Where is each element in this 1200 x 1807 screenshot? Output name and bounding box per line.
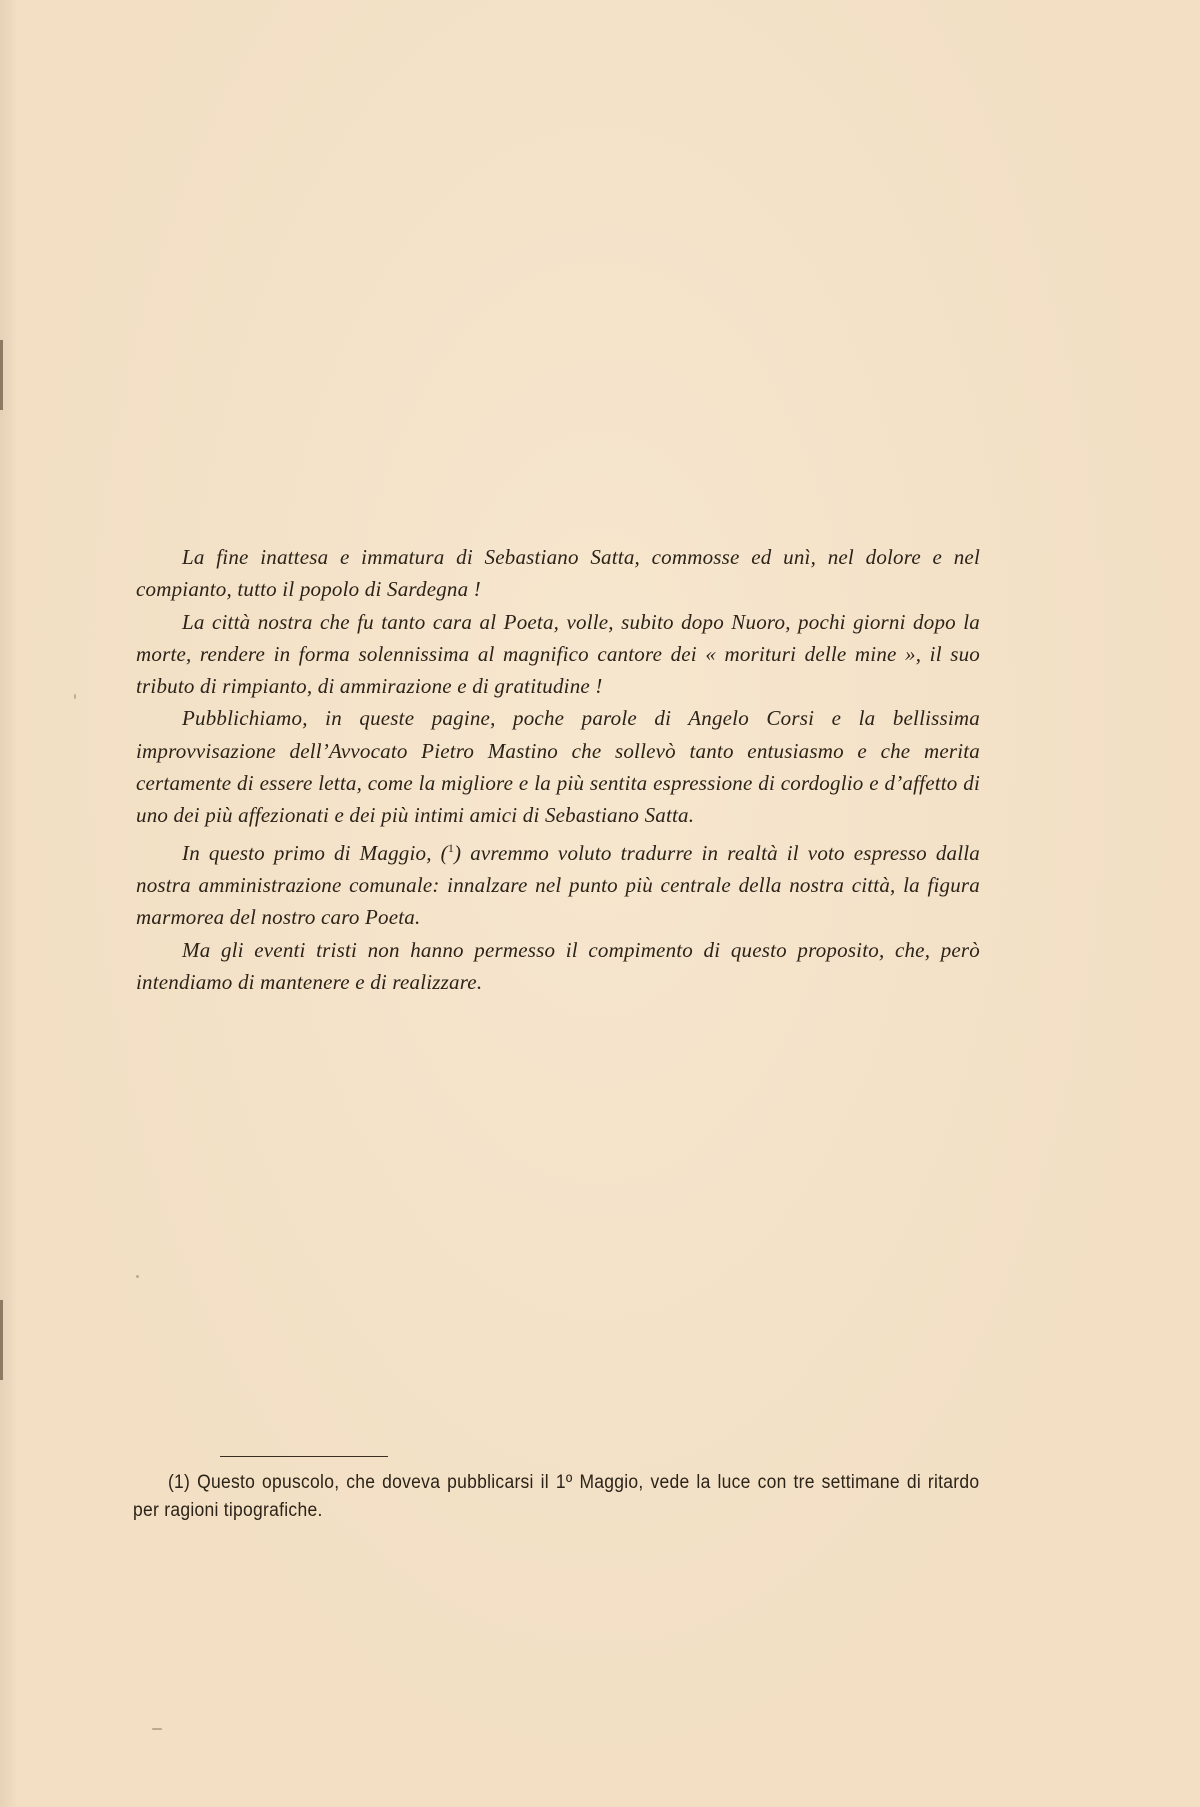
binding-edge-mark <box>0 340 3 410</box>
paragraph: La fine inattesa e immatura di Sebastiano Satta, commosse ed unì, nel dolore e nel compianto, tutto il popolo di Sardegna ! <box>136 545 980 602</box>
paper-speck <box>152 1728 162 1730</box>
paragraph <box>136 832 980 934</box>
paragraph: La città nostra che fu tanto cara al Poeta, volle, subito dopo Nuoro, pochi giorni dopo la morte, rendere in forma solennissima al magnifico cantore dei « morituri delle mine », il suo tributo di rimpianto, di ammirazione e di gratitudine ! <box>136 609 980 699</box>
paragraph-text: ) avremmo voluto tradurre in realtà il voto espresso dalla nostra amministrazione comunale: innalzare nel punto più centrale della nostra città, la figura marmorea del nostro caro Poeta. <box>136 840 981 930</box>
footnote-marker: (1) <box>167 1472 191 1493</box>
paragraph-text: In questo primo di Maggio, ( <box>182 840 448 865</box>
main-text <box>136 541 980 998</box>
footnote <box>133 1469 979 1525</box>
footnote-reference[interactable]: 1 <box>447 840 455 855</box>
footnote-separator <box>220 1456 388 1457</box>
binding-edge-mark <box>0 1300 3 1380</box>
paper-speck <box>136 1275 139 1278</box>
paragraph: Pubblichiamo, in queste pagine, poche parole di Angelo Corsi e la bellissima improvvisazione dell’Avvocato Pietro Mastino che sollevò tanto entusiasmo e che merita certamente di essere letta, come la migliore e la più sentita espressione di cordoglio e d’affetto di uno dei più affezionati e dei più intimi amici di Sebastiano Satta. <box>136 706 980 828</box>
paragraph: Ma gli eventi tristi non hanno permesso il compimento di questo proposito, che, però intendiamo di mantenere e di realizzare. <box>136 937 980 994</box>
footnote-text: Questo opuscolo, che doveva pubblicarsi il 1º Maggio, vede la luce con tre settimane di ritardo per ragioni tipografiche. <box>133 1472 980 1521</box>
paper-speck <box>74 694 76 699</box>
